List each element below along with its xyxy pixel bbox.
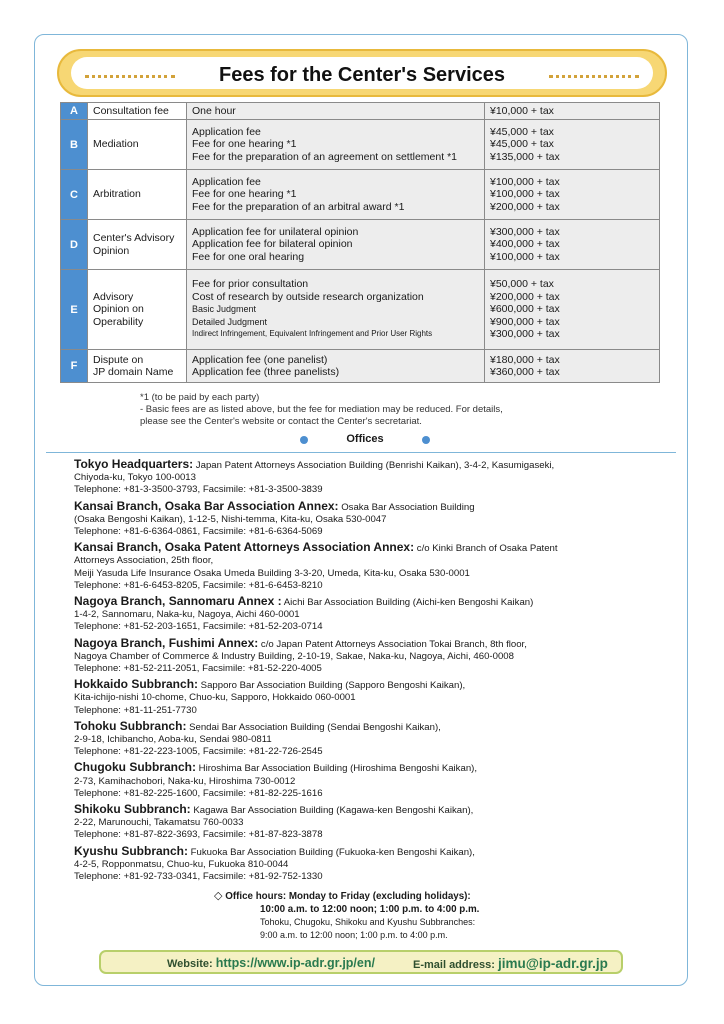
office-line: Kagawa Bar Association Building (Kagawa-ken Bengoshi Kaikan), bbox=[190, 805, 474, 817]
fee-letter: B bbox=[61, 120, 88, 170]
office-name: Nagoya Branch, Sannomaru Annex : bbox=[74, 594, 282, 609]
fee-details-line: Detailed Judgment bbox=[192, 316, 268, 327]
title-banner bbox=[57, 49, 667, 97]
fee-service-line: JP domain Name bbox=[93, 366, 174, 378]
fee-amounts-line: ¥300,000 + tax bbox=[490, 328, 560, 341]
fee-amounts-line: ¥10,000 + tax bbox=[490, 104, 554, 117]
office-entry bbox=[74, 500, 664, 539]
fee-service-line: Mediation bbox=[93, 138, 139, 151]
fee-service bbox=[88, 170, 187, 220]
office-line: Telephone: +81-11-251-7730 bbox=[74, 704, 197, 716]
fee-details bbox=[187, 350, 485, 383]
fee-amounts-line: ¥200,000 + tax bbox=[490, 200, 560, 213]
fee-amounts-line: ¥45,000 + tax bbox=[490, 125, 554, 138]
fee-amounts-line: ¥135,000 + tax bbox=[490, 150, 560, 163]
office-entry bbox=[74, 458, 664, 497]
office-line: Telephone: +81-3-3500-3793, Facsimile: +81-3-3500-3839 bbox=[74, 484, 323, 496]
website-link[interactable]: https://www.ip-adr.gr.jp/en/ bbox=[215, 956, 375, 970]
bullet-dot-icon bbox=[300, 436, 308, 444]
fee-row bbox=[61, 270, 660, 350]
office-line: Nagoya Chamber of Commerce & Industry Building, 2-10-19, Sakae, Naka-ku, Nagoya, Aichi, 460-0008 bbox=[74, 650, 514, 662]
office-line: c/o Kinki Branch of Osaka Patent bbox=[414, 543, 558, 555]
office-name: Shikoku Subbranch: bbox=[74, 802, 191, 817]
fee-amounts-line: ¥200,000 + tax bbox=[490, 290, 560, 303]
fee-amounts bbox=[485, 120, 660, 170]
office-line: Telephone: +81-92-733-0341, Facsimile: +81-92-752-1330 bbox=[74, 871, 323, 883]
fee-details bbox=[187, 170, 485, 220]
office-name: Kansai Branch, Osaka Bar Association Annex: bbox=[74, 498, 339, 513]
office-line: Telephone: +81-52-203-1651, Facsimile: +81-52-203-0714 bbox=[74, 621, 323, 633]
fee-service bbox=[88, 220, 187, 270]
office-line: Telephone: +81-22-223-1005, Facsimile: +81-22-726-2545 bbox=[74, 746, 323, 758]
fee-details-line: Application fee bbox=[192, 175, 261, 188]
page-title: Fees for the Center's Services bbox=[219, 64, 505, 86]
office-hours: ◇ Office hours: Monday to Friday (excluding holidays): 10:00 a.m. to 12:00 noon; 1:00 p.m. to 4:00 p.m. Tohoku, Chugoku, Shikoku and Kyushu Subbranches: 9:00 a.m. to 12:00 noon; 1:00 p.m. to 4:00 p.m. bbox=[214, 890, 480, 940]
fee-notes bbox=[140, 392, 503, 428]
fee-amounts bbox=[485, 350, 660, 383]
fee-amounts bbox=[485, 103, 660, 120]
office-line: Osaka Bar Association Building bbox=[338, 501, 475, 513]
fee-amounts-line: ¥180,000 + tax bbox=[490, 353, 560, 366]
email-link[interactable]: jimu@ip-adr.gr.jp bbox=[497, 956, 608, 971]
fee-details-line: Application fee for bilateral opinion bbox=[192, 238, 353, 251]
office-entry bbox=[74, 637, 664, 676]
office-entry bbox=[74, 595, 664, 634]
fee-details bbox=[187, 220, 485, 270]
office-line: Telephone: +81-6-6364-0861, Facsimile: +81-6-6364-5069 bbox=[74, 526, 323, 538]
office-line: (Osaka Bengoshi Kaikan), 1-12-5, Nishi-temma, Kita-ku, Osaka 530-0047 bbox=[74, 513, 387, 525]
office-line: 2-73, Kamihachobori, Naka-ku, Hiroshima 730-0012 bbox=[74, 775, 296, 787]
office-line: Telephone: +81-52-211-2051, Facsimile: +81-52-220-4005 bbox=[74, 663, 322, 675]
fee-service-line: Center's Advisory bbox=[93, 232, 175, 244]
fee-details-line: Indirect Infringement, Equivalent Infringement and Prior User Rights bbox=[192, 329, 433, 339]
office-name: Tokyo Headquarters: bbox=[74, 457, 194, 471]
fee-details bbox=[187, 103, 485, 120]
offices-list bbox=[74, 458, 664, 886]
office-name: Kansai Branch, Osaka Patent Attorneys Association Annex: bbox=[74, 540, 415, 555]
fee-service-line: Opinion bbox=[93, 244, 130, 257]
office-line: Kita-ichijo-nishi 10-chome, Chuo-ku, Sapporo, Hokkaido 060-0001 bbox=[74, 692, 356, 704]
fee-amounts-line: ¥100,000 + tax bbox=[490, 250, 560, 263]
fee-row bbox=[61, 350, 660, 383]
fee-amounts-line: ¥50,000 + tax bbox=[490, 278, 554, 291]
fee-row bbox=[61, 220, 660, 270]
fee-details-line: One hour bbox=[192, 104, 236, 117]
note-line: please see the Center's website or contact the Center's secretariat. bbox=[140, 416, 422, 427]
fee-letter: E bbox=[61, 270, 88, 350]
fee-amounts-line: ¥45,000 + tax bbox=[490, 138, 554, 151]
fee-service-line: Advisory bbox=[93, 290, 134, 303]
fee-details-line: Fee for one hearing *1 bbox=[192, 188, 297, 201]
fee-details bbox=[187, 270, 485, 350]
fee-details-line: Fee for one hearing *1 bbox=[192, 138, 297, 151]
divider bbox=[46, 452, 676, 453]
fee-service-line: Dispute on bbox=[93, 353, 144, 366]
fee-amounts bbox=[485, 170, 660, 220]
office-line: Sendai Bar Association Building (Sendai Bengoshi Kaikan), bbox=[186, 721, 441, 733]
note-line: *1 (to be paid by each party) bbox=[140, 392, 260, 403]
fee-details-line: Application fee (one panelist) bbox=[192, 353, 328, 366]
office-line: Hiroshima Bar Association Building (Hiroshima Bengoshi Kaikan), bbox=[196, 763, 478, 775]
office-line: Attorneys Association, 25th floor, bbox=[74, 555, 214, 567]
note-line: - Basic fees are as listed above, but the fee for mediation may be reduced. For details, bbox=[140, 404, 503, 415]
bullet-dot-icon bbox=[422, 436, 430, 444]
fee-letter: A bbox=[61, 103, 88, 120]
fee-amounts bbox=[485, 220, 660, 270]
fee-service-line: Operability bbox=[93, 315, 144, 328]
office-entry bbox=[74, 845, 664, 884]
contact-footer: Website: https://www.ip-adr.gr.jp/en/ E-mail address: jimu@ip-adr.gr.jp bbox=[99, 950, 623, 974]
office-line: Japan Patent Attorneys Association Building (Benrishi Kaikan), 3-4-2, Kasumigaseki, bbox=[193, 460, 555, 471]
office-line: Sapporo Bar Association Building (Sapporo Bengoshi Kaikan), bbox=[198, 680, 466, 692]
fee-service-line: Consultation fee bbox=[93, 104, 169, 117]
office-line: c/o Japan Patent Attorneys Association Tokai Branch, 8th floor, bbox=[258, 638, 527, 650]
fee-amounts-line: ¥400,000 + tax bbox=[490, 238, 560, 251]
fee-details-line: Fee for the preparation of an arbitral award *1 bbox=[192, 200, 405, 213]
office-line: 1-4-2, Sannomaru, Naka-ku, Nagoya, Aichi 460-0001 bbox=[74, 609, 300, 621]
fee-service bbox=[88, 120, 187, 170]
office-line: Telephone: +81-87-822-3693, Facsimile: +81-87-823-3878 bbox=[74, 829, 323, 841]
fees-table bbox=[60, 102, 660, 383]
office-entry bbox=[74, 720, 664, 759]
office-name: Kyushu Subbranch: bbox=[74, 843, 189, 858]
diamond-icon: ◇ bbox=[214, 890, 223, 902]
office-name: Chugoku Subbranch: bbox=[74, 760, 196, 775]
office-line: Meiji Yasuda Life Insurance Osaka Umeda Building 3-3-20, Umeda, Kita-ku, Osaka 530-0001 bbox=[74, 567, 470, 579]
fee-service bbox=[88, 350, 187, 383]
office-line: Telephone: +81-82-225-1600, Facsimile: +81-82-225-1616 bbox=[74, 787, 323, 799]
fee-details-line: Fee for one oral hearing bbox=[192, 250, 305, 263]
fee-details-line: Basic Judgment bbox=[192, 304, 257, 315]
office-entry bbox=[74, 541, 664, 592]
fee-amounts-line: ¥900,000 + tax bbox=[490, 315, 560, 328]
fee-details-line: Application fee bbox=[192, 125, 261, 138]
fee-details-line: Fee for prior consultation bbox=[192, 278, 309, 291]
office-line: 4-2-5, Ropponmatsu, Chuo-ku, Fukuoka 810-0044 bbox=[74, 858, 289, 870]
fee-service bbox=[88, 270, 187, 350]
fee-letter: D bbox=[61, 220, 88, 270]
fee-service-line: Opinion on bbox=[93, 303, 144, 316]
fee-amounts-line: ¥360,000 + tax bbox=[490, 366, 560, 378]
office-entry bbox=[74, 803, 664, 842]
fee-amounts-line: ¥300,000 + tax bbox=[490, 225, 560, 238]
office-line: 2-9-18, Ichibancho, Aoba-ku, Sendai 980-0811 bbox=[74, 734, 272, 746]
fee-amounts-line: ¥100,000 + tax bbox=[490, 188, 560, 201]
fee-amounts-line: ¥100,000 + tax bbox=[490, 175, 560, 188]
fee-row bbox=[61, 103, 660, 120]
fee-details-line: Application fee (three panelists) bbox=[192, 366, 340, 378]
fee-row bbox=[61, 120, 660, 170]
office-name: Tohoku Subbranch: bbox=[74, 718, 187, 733]
fee-service bbox=[88, 103, 187, 120]
office-line: 2-22, Marunouchi, Takamatsu 760-0033 bbox=[74, 817, 244, 829]
fee-service-line: Arbitration bbox=[93, 188, 141, 201]
office-line: Fukuoka Bar Association Building (Fukuoka-ken Bengoshi Kaikan), bbox=[188, 846, 475, 858]
office-line: Telephone: +81-6-6453-8205, Facsimile: +81-6-6453-8210 bbox=[74, 579, 323, 591]
office-line: Aichi Bar Association Building (Aichi-ken Bengoshi Kaikan) bbox=[281, 597, 534, 609]
fee-letter: C bbox=[61, 170, 88, 220]
office-entry bbox=[74, 761, 664, 800]
office-entry bbox=[74, 678, 664, 717]
fee-details-line: Application fee for unilateral opinion bbox=[192, 225, 359, 238]
office-line: Chiyoda-ku, Tokyo 100-0013 bbox=[74, 472, 196, 484]
offices-heading: Offices bbox=[300, 433, 430, 445]
fee-row bbox=[61, 170, 660, 220]
fee-amounts bbox=[485, 270, 660, 350]
fee-details-line: Fee for the preparation of an agreement on settlement *1 bbox=[192, 150, 457, 163]
fee-details-line: Cost of research by outside research organization bbox=[192, 290, 424, 303]
fee-letter: F bbox=[61, 350, 88, 383]
office-name: Nagoya Branch, Fushimi Annex: bbox=[74, 635, 259, 650]
fee-details bbox=[187, 120, 485, 170]
office-name: Hokkaido Subbranch: bbox=[74, 677, 199, 692]
fee-amounts-line: ¥600,000 + tax bbox=[490, 303, 560, 316]
